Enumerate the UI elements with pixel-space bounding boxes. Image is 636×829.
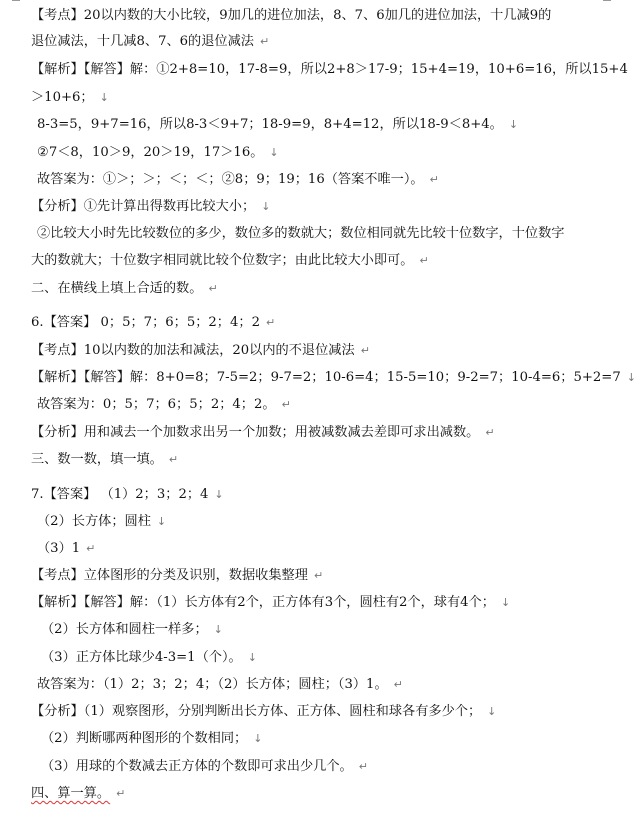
paragraph-mark: ↓ [261,200,271,213]
text-line [31,57,628,83]
line-text: 6.【答案】 0；5；7；6；5；2；4；2 [31,315,260,330]
text-line [37,140,613,166]
text-line [41,617,613,643]
text-line [31,338,613,364]
paragraph-mark: ↵ [313,569,324,582]
line-text: 【考点】立体图形的分类及识别，数据收集整理 [31,568,308,583]
text-line [31,194,613,220]
line-text: 故答案为：0；5；7；6；5；2；4；2。 [37,397,276,412]
text-line [31,248,613,274]
line-text: 故答案为：①＞；＞；＜；＜；②8；9；19；16（答案不唯一）。 [37,172,424,187]
text-line [31,29,613,55]
text-line [31,482,613,508]
section-heading [31,781,613,807]
paragraph-mark: ↓ [213,623,223,636]
paragraph-mark: ↓ [500,596,511,609]
line-text: 【考点】20以内数的大小比较，9加几的进位加法，8、7、6加几的进位加法，十几减9的 [31,8,552,23]
line-text: 【分析】（1）观察图形，分别判断出长方体、正方体、圆柱和球各有多少个； [31,704,482,719]
text-line [31,590,613,616]
paragraph-mark: ↓ [487,705,497,718]
line-text: 7.【答案】 （1）2；3；2；4 [31,487,209,502]
paragraph-mark: ↓ [626,371,636,384]
paragraph-mark: ↵ [358,760,368,773]
paragraph-mark: ↵ [429,173,439,186]
text-line [37,167,613,193]
text-line [31,85,613,111]
text-line [31,420,613,446]
line-text: 【解析】【解答】解：①2+8=10，17-8=9，所以2+8＞17-9；15+4=19，10+6=16，所以15+4 [31,62,628,77]
line-text: 四、算一算。 [31,786,111,801]
line-text: 三、数一数，填一填。 [31,452,163,467]
line-text: （2）判断哪两种图形的个数相同； [41,731,248,746]
line-text: 【分析】①先计算出得数再比较大小； [31,199,256,214]
line-text: （3）正方体比球少4-3=1（个）。 [41,650,242,665]
line-text: （3）用球的个数减去正方体的个数即可求出少几个。 [41,759,353,774]
text-line [41,754,613,780]
line-text: ＞10+6； [31,90,94,105]
paragraph-mark: ↓ [508,118,519,131]
line-text: （3）1 [37,541,81,556]
line-text: ②7＜8，10＞9，20＞19，17＞16。 [37,145,264,160]
section-heading [31,447,613,473]
paragraph-mark: ↵ [281,398,291,411]
paragraph-mark: ↵ [208,282,218,295]
text-line [37,392,613,418]
line-text: （2）长方体和圆柱一样多； [41,622,208,637]
paragraph-mark: ↓ [99,91,109,104]
line-text: 【考点】10以内数的加法和减法，20以内的不退位减法 [31,343,355,358]
line-text: 【解析】【解答】解：8+0=8；7-5=2；9-7=2；10-6=4；15-5=10；9-2=7；10-4=6；5+2=7 [31,370,621,385]
text-line [37,672,613,698]
text-line [37,112,613,138]
paragraph-mark: ↵ [419,254,429,267]
paragraph-mark: ↓ [269,146,279,159]
line-text: 8-3=5，9+7=16，所以8-3＜9+7；18-9=9，8+4=12，所以18-9＜8+4。 [37,117,503,132]
page-corner-mark-right [603,0,611,1]
text-line [31,699,613,725]
paragraph-mark: ↵ [265,316,276,329]
paragraph-mark: ↵ [259,35,270,48]
line-text: 【分析】用和减去一个加数求出另一个加数；用被减数减去差即可求出减数。 [31,425,480,440]
text-line [37,509,613,535]
text-line [41,645,613,671]
text-line [31,3,613,29]
paragraph-mark: ↵ [360,344,370,357]
text-line [37,221,613,247]
paragraph-mark: ↓ [214,488,224,501]
line-text: 二、在横线上填上合适的数。 [31,281,203,296]
section-heading [31,276,613,302]
paragraph-mark: ↵ [116,787,126,800]
text-line [31,310,613,336]
text-line [31,365,636,391]
line-text: （2）长方体；圆柱 [37,514,151,529]
line-text: ②比较大小时先比较数位的多少，数位多的数就大；数位相同就先比较十位数字，十位数字 [37,226,565,241]
paragraph-mark: ↓ [253,732,263,745]
text-line [31,563,613,589]
text-line [41,726,613,752]
paragraph-mark: ↵ [485,426,495,439]
page-corner-mark-left [12,0,20,1]
text-line [37,536,613,562]
paragraph-mark: ↵ [393,678,403,691]
paragraph-mark: ↵ [86,542,96,555]
line-text: 故答案为：（1）2；3；2；4；（2）长方体；圆柱；（3）1。 [37,677,388,692]
line-text: 大的数就大；十位数字相同就比较个位数字；由此比较大小即可。 [31,253,414,268]
paragraph-mark: ↓ [247,651,257,664]
line-text: 【解析】【解答】解：（1）长方体有2个，正方体有3个，圆柱有2个，球有4个； [31,595,495,610]
paragraph-mark: ↵ [168,453,179,466]
paragraph-mark: ↓ [156,515,167,528]
line-text: 退位减法，十几减8、7、6的退位减法 [31,34,254,49]
